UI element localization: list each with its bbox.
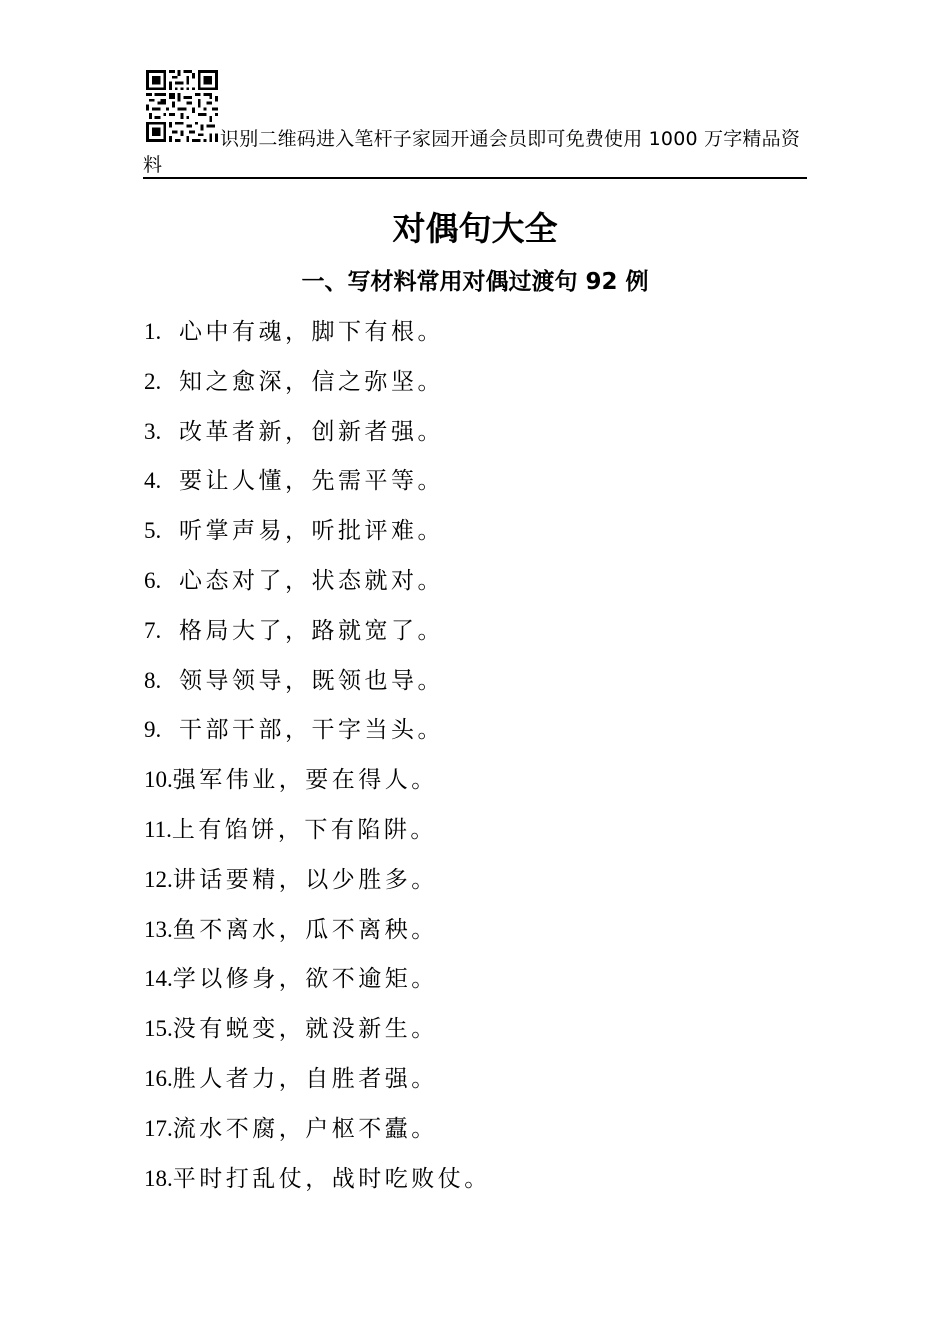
item-text: 胜人者力，自胜者强。 bbox=[172, 1065, 438, 1092]
item-text: 要让人懂，先需平等。 bbox=[179, 468, 444, 495]
list-item bbox=[144, 412, 491, 462]
list-item bbox=[144, 710, 491, 760]
item-text: 知之愈深，信之弥坚。 bbox=[179, 368, 444, 395]
item-number: 11. bbox=[144, 816, 172, 842]
item-number: 7. bbox=[144, 617, 162, 643]
couplet-list bbox=[144, 312, 491, 1208]
list-item bbox=[144, 760, 491, 810]
item-number: 1. bbox=[144, 319, 162, 344]
header-divider bbox=[143, 177, 807, 179]
item-number: 14. bbox=[144, 966, 173, 992]
item-number: 17. bbox=[144, 1115, 173, 1141]
list-item bbox=[144, 910, 491, 960]
item-text: 干部干部，干字当头。 bbox=[179, 717, 444, 744]
item-text: 格局大了，路就宽了。 bbox=[179, 617, 444, 644]
list-item bbox=[144, 661, 491, 711]
item-text: 讲话要精，以少胜多。 bbox=[172, 866, 438, 893]
list-item bbox=[144, 362, 491, 412]
item-number: 3. bbox=[144, 418, 162, 444]
item-text: 流水不腐，户枢不蠹。 bbox=[172, 1115, 438, 1142]
list-item bbox=[144, 1159, 491, 1209]
item-text: 学以修身，欲不逾矩。 bbox=[172, 966, 438, 993]
item-number: 4. bbox=[144, 468, 162, 494]
item-text: 上有馅饼，下有陷阱。 bbox=[171, 816, 437, 843]
item-text: 强军伟业，要在得人。 bbox=[172, 767, 438, 794]
item-text: 平时打乱仗，战时吃败仗。 bbox=[172, 1165, 491, 1192]
item-number: 8. bbox=[144, 667, 162, 693]
item-number: 6. bbox=[144, 567, 162, 593]
item-number: 15. bbox=[144, 1016, 173, 1042]
list-item bbox=[144, 959, 491, 1009]
item-number: 10. bbox=[144, 767, 173, 793]
item-number: 9. bbox=[144, 717, 162, 743]
list-item bbox=[144, 1009, 491, 1059]
list-item bbox=[144, 511, 491, 561]
item-text: 心中有魂，脚下有根。 bbox=[179, 319, 444, 345]
list-item bbox=[144, 810, 491, 860]
item-text: 听掌声易，听批评难。 bbox=[179, 518, 444, 545]
item-text: 没有蜕变，就没新生。 bbox=[172, 1016, 438, 1043]
list-item bbox=[144, 860, 491, 910]
list-item bbox=[144, 611, 491, 661]
list-item bbox=[144, 561, 491, 611]
item-number: 2. bbox=[144, 368, 162, 394]
document-title: 对偶句大全 bbox=[392, 209, 558, 248]
list-item bbox=[144, 461, 491, 511]
item-number: 16. bbox=[144, 1065, 173, 1091]
item-number: 5. bbox=[144, 518, 162, 544]
list-item bbox=[144, 1109, 491, 1159]
list-item bbox=[144, 312, 491, 362]
section-heading: 一、写材料常用对偶过渡句 92 例 bbox=[301, 269, 649, 295]
item-text: 心态对了，状态就对。 bbox=[179, 567, 444, 594]
item-text: 鱼不离水，瓜不离秧。 bbox=[172, 916, 438, 943]
item-number: 18. bbox=[144, 1165, 173, 1191]
item-number: 13. bbox=[144, 916, 173, 942]
item-text: 领导领导，既领也导。 bbox=[179, 667, 444, 694]
membership-notice: 识别二维码进入笔杆子家园开通会员即可免费使用 1000 万字精品资料 bbox=[143, 128, 801, 176]
item-number: 12. bbox=[144, 866, 173, 892]
list-item bbox=[144, 1059, 491, 1109]
item-text: 改革者新，创新者强。 bbox=[179, 418, 444, 445]
